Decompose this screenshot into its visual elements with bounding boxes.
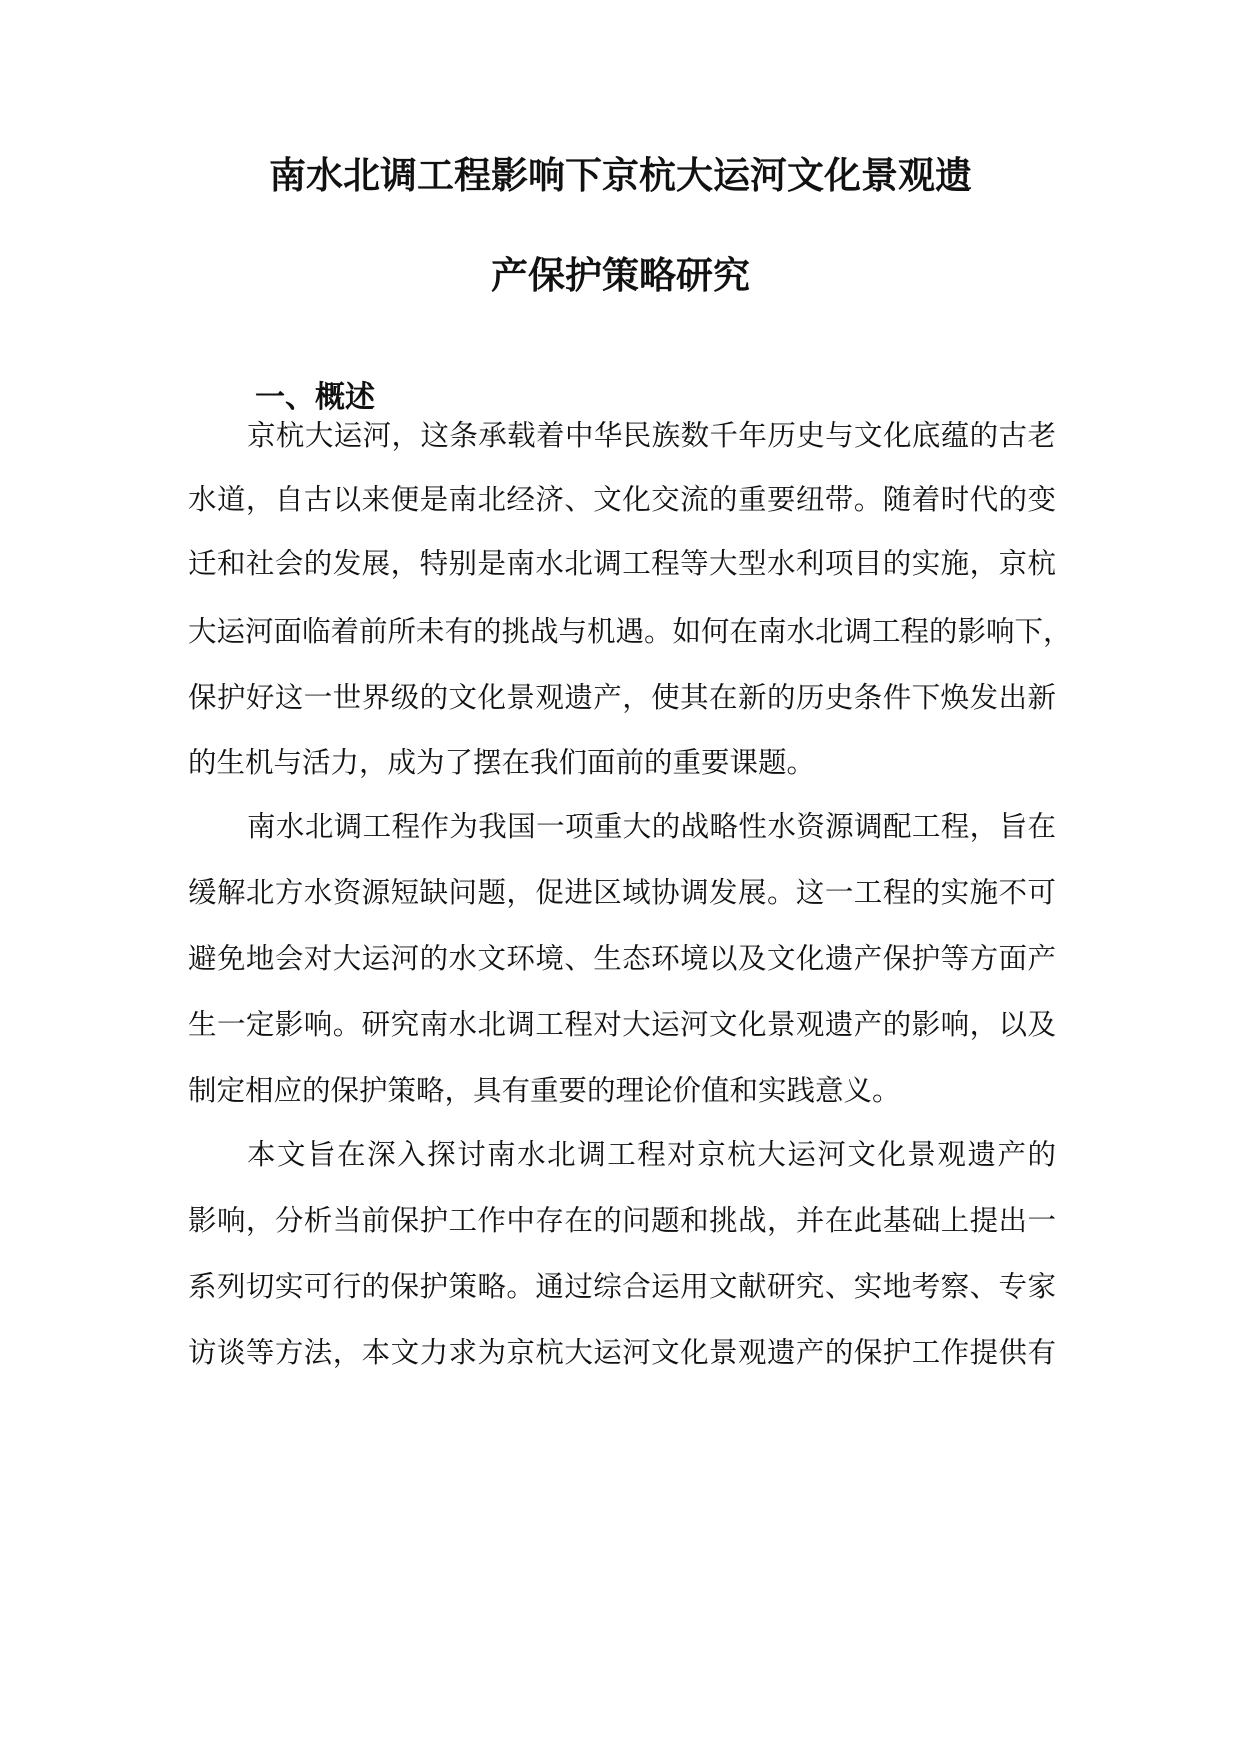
paragraph-1-line-2: 水道，自古以来便是南北经济、文化交流的重要纽带。随着时代的变 [188, 483, 1056, 516]
paragraph-3-line-4: 访谈等方法，本文力求为京杭大运河文化景观遗产的保护工作提供有 [188, 1336, 1056, 1369]
paragraph-2-line-3: 避免地会对大运河的水文环境、生态环境以及文化遗产保护等方面产 [188, 942, 1056, 975]
paragraph-1-line-1: 京杭大运河，这条承载着中华民族数千年历史与文化底蕴的古老 [247, 419, 1056, 452]
paragraph-2-line-1: 南水北调工程作为我国一项重大的战略性水资源调配工程，旨在 [247, 810, 1056, 843]
paragraph-1-line-5: 保护好这一世界级的文化景观遗产，使其在新的历史条件下焕发出新 [188, 681, 1056, 714]
section-heading-overview: 一、概述 [255, 380, 375, 415]
paragraph-1-line-6: 的生机与活力，成为了摆在我们面前的重要课题。 [188, 746, 816, 779]
document-title-line-2: 产保护策略研究 [491, 254, 750, 297]
paragraph-2-line-2: 缓解北方水资源短缺问题，促进区域协调发展。这一工程的实施不可 [188, 876, 1056, 909]
paragraph-1-line-3: 迁和社会的发展，特别是南水北调工程等大型水利项目的实施，京杭 [188, 547, 1056, 580]
document-title-line-1: 南水北调工程影响下京杭大运河文化景观遗 [269, 154, 972, 197]
paragraph-1-line-4: 大运河面临着前所未有的挑战与机遇。如何在南水北调工程的影响下， [188, 615, 1072, 648]
paragraph-3-line-3: 系列切实可行的保护策略。通过综合运用文献研究、实地考察、专家 [188, 1270, 1056, 1303]
paragraph-2-line-5: 制定相应的保护策略，具有重要的理论价值和实践意义。 [188, 1074, 901, 1107]
paragraph-3-line-2: 影响，分析当前保护工作中存在的问题和挑战，并在此基础上提出一 [188, 1204, 1056, 1237]
paragraph-3-line-1: 本文旨在深入探讨南水北调工程对京杭大运河文化景观遗产的 [247, 1138, 1056, 1171]
paragraph-2-line-4: 生一定影响。研究南水北调工程对大运河文化景观遗产的影响，以及 [188, 1008, 1056, 1041]
